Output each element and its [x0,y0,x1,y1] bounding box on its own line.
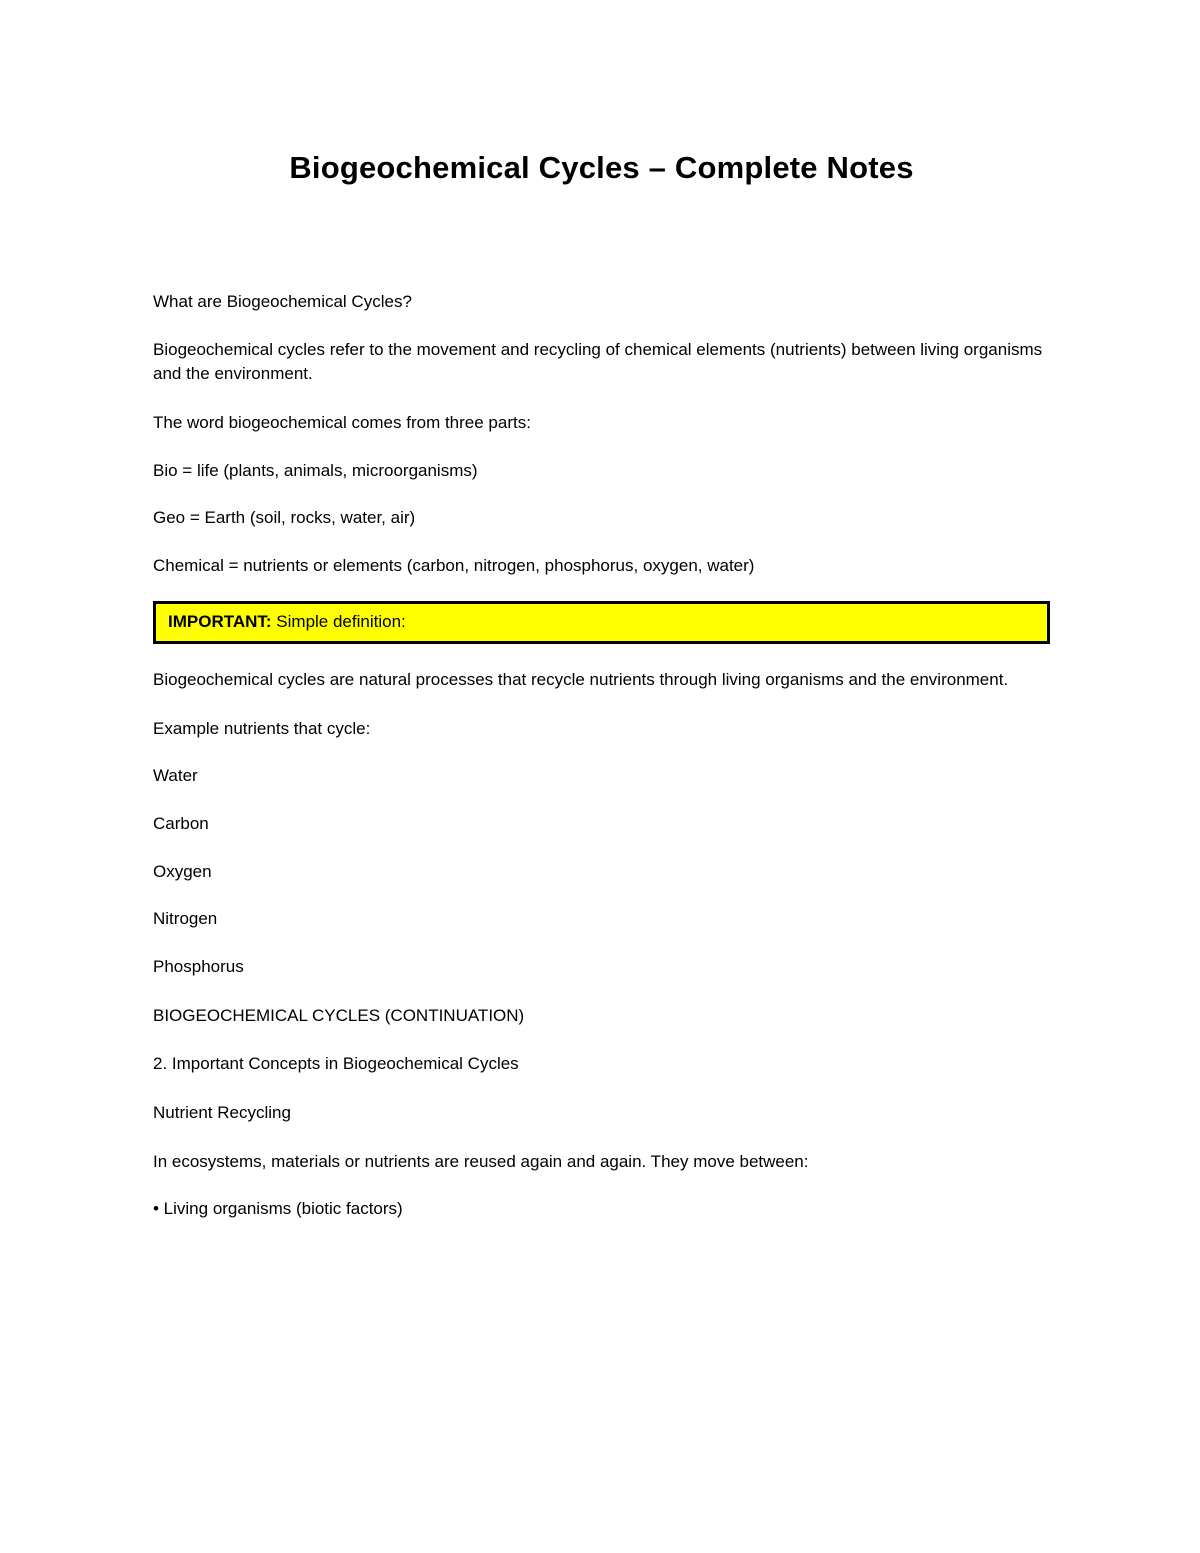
definition-paragraph: Biogeochemical cycles refer to the movement and recycling of chemical elements (nutrients) between living organisms and the environment. [153,339,1043,384]
nutrient-item-water: Water [153,766,198,786]
simple-definition-paragraph: Biogeochemical cycles are natural processes that recycle nutrients through living organisms and the environment. [153,670,1009,690]
nutrient-recycling-heading: Nutrient Recycling [153,1102,291,1122]
example-nutrients-intro: Example nutrients that cycle: [153,718,371,738]
nutrient-item-nitrogen: Nitrogen [153,909,218,929]
chemical-line: Chemical = nutrients or elements (carbon, nitrogen, phosphorus, oxygen, water) [153,555,755,575]
continuation-heading: BIOGEOCHEMICAL CYCLES (CONTINUATION) [153,1005,525,1025]
important-label: IMPORTANT: [168,612,272,632]
nutrient-item-carbon: Carbon [153,814,209,834]
important-text: Simple definition: [271,612,406,632]
important-highlight-box [153,601,1050,644]
word-parts-intro: The word biogeochemical comes from three parts: [153,412,531,432]
concepts-heading: 2. Important Concepts in Biogeochemical Cycles [153,1054,519,1074]
ecosystems-paragraph: In ecosystems, materials or nutrients are reused again and again. They move between: [153,1151,809,1171]
nutrient-item-phosphorus: Phosphorus [153,956,244,976]
bullet-living-organisms: • Living organisms (biotic factors) [153,1199,403,1219]
page-title: Biogeochemical Cycles – Complete Notes [289,150,914,185]
bio-line: Bio = life (plants, animals, microorganisms) [153,460,478,480]
nutrient-item-oxygen: Oxygen [153,861,212,881]
intro-question: What are Biogeochemical Cycles? [153,292,412,311]
geo-line: Geo = Earth (soil, rocks, water, air) [153,508,416,528]
